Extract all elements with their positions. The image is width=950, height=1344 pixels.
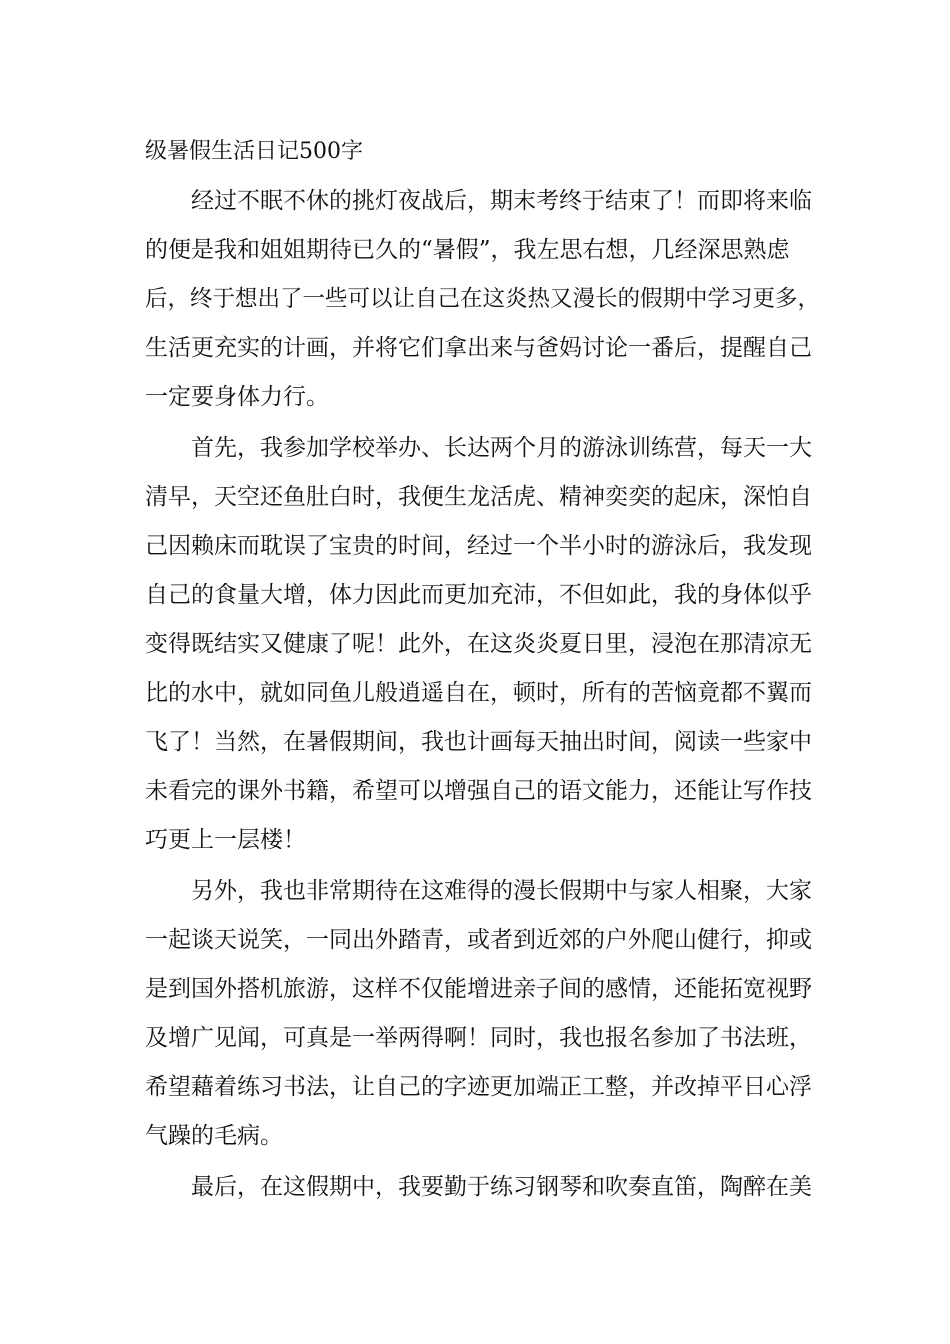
paragraph-2-line-7: 飞了！当然，在暑假期间，我也计画每天抽出时间，阅读一些家中 [145,729,812,755]
paragraph-1-line-5: 一定要身体力行。 [145,384,329,410]
paragraph-1-line-4: 生活更充实的计画，并将它们拿出来与爸妈讨论一番后，提醒自己 [145,335,812,361]
paragraph-2-line-8: 未看完的课外书籍，希望可以增强自己的语文能力，还能让写作技 [145,778,812,804]
paragraph-1-line-2: 的便是我和姐姐期待已久的“暑假”，我左思右想，几经深思熟虑 [145,237,790,263]
paragraph-2-line-6: 比的水中，就如同鱼儿般逍遥自在，顿时，所有的苦恼竟都不翼而 [145,680,812,706]
paragraph-2-line-9: 巧更上一层楼！ [145,827,306,853]
paragraph-3-line-4: 及增广见闻，可真是一举两得啊！同时，我也报名参加了书法班， [145,1025,812,1051]
document-title: 级暑假生活日记500字 [145,139,363,164]
paragraph-3-line-3: 是到国外搭机旅游，这样不仅能增进亲子间的感情，还能拓宽视野 [145,976,812,1002]
paragraph-3-line-1: 另外，我也非常期待在这难得的漫长假期中与家人相聚，大家 [191,878,812,904]
paragraph-2-line-4: 自己的食量大增，体力因此而更加充沛，不但如此，我的身体似乎 [145,582,812,608]
paragraph-3-line-5: 希望藉着练习书法，让自己的字迹更加端正工整，并改掉平日心浮 [145,1074,812,1100]
paragraph-1-line-1: 经过不眠不休的挑灯夜战后，期末考终于结束了！而即将来临 [191,188,812,214]
paragraph-2-line-2: 清早，天空还鱼肚白时，我便生龙活虎、精神奕奕的起床，深怕自 [145,484,812,510]
paragraph-2-line-5: 变得既结实又健康了呢！此外，在这炎炎夏日里，浸泡在那清凉无 [145,631,812,657]
paragraph-4-line-1: 最后，在这假期中，我要勤于练习钢琴和吹奏直笛，陶醉在美 [191,1174,812,1200]
paragraph-3-line-6: 气躁的毛病。 [145,1123,283,1149]
paragraph-3-line-2: 一起谈天说笑，一同出外踏青，或者到近郊的户外爬山健行，抑或 [145,927,812,953]
paragraph-2-line-3: 己因赖床而耽误了宝贵的时间，经过一个半小时的游泳后，我发现 [145,533,812,559]
paragraph-1-line-3: 后，终于想出了一些可以让自己在这炎热又漫长的假期中学习更多， [145,286,821,312]
paragraph-2-line-1: 首先，我参加学校举办、长达两个月的游泳训练营，每天一大 [191,435,812,461]
